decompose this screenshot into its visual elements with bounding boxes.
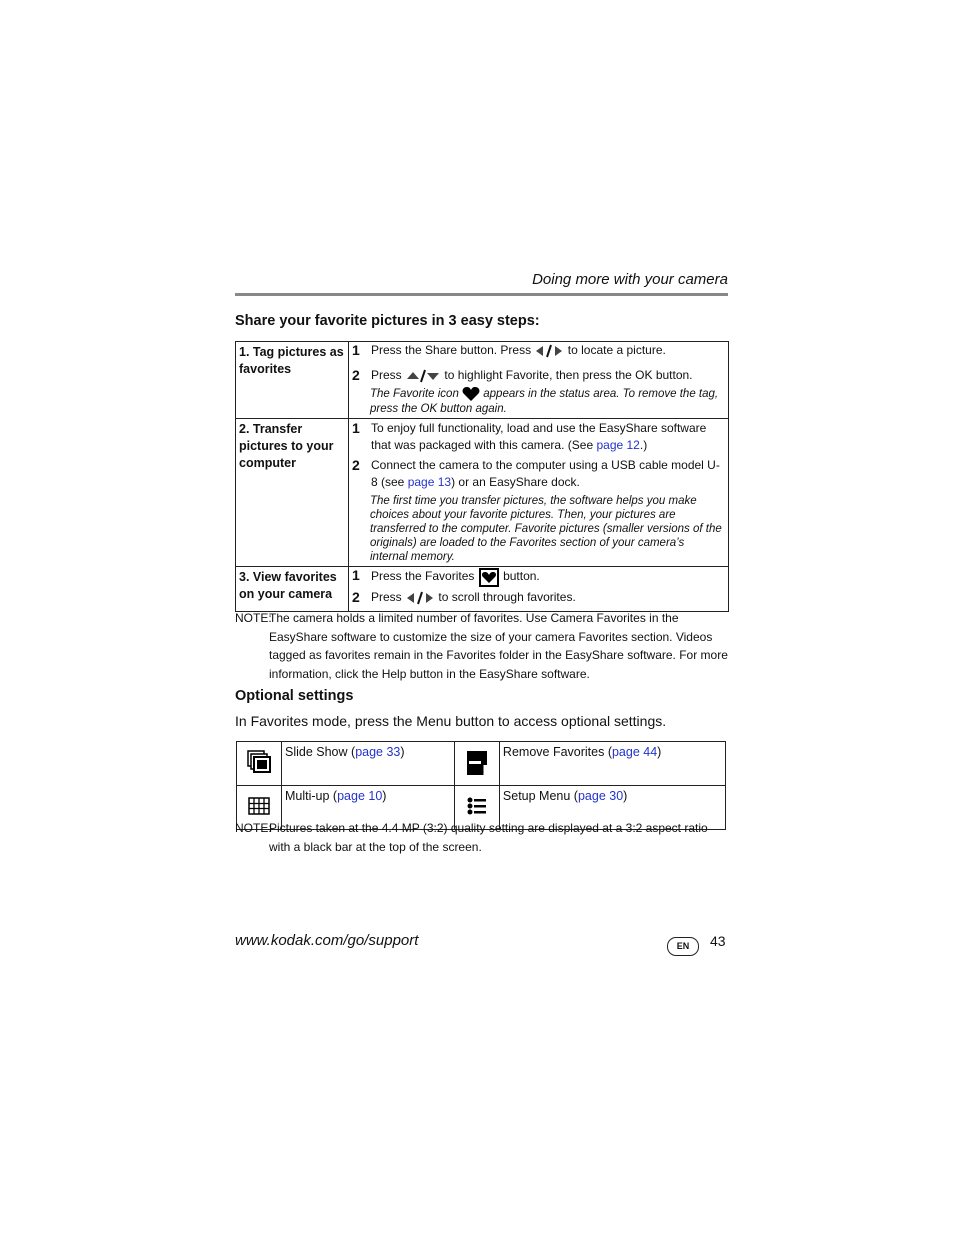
step-number: 1 xyxy=(352,567,360,583)
slideshow-icon xyxy=(245,748,273,776)
step-text: to highlight Favorite, then press the OK button. xyxy=(444,368,693,382)
step-text: button. xyxy=(503,569,540,584)
multi-up-option[interactable]: Multi-up (page 10) xyxy=(282,786,455,830)
slideshow-icon-cell xyxy=(237,742,282,786)
remove-favorites-icon-cell xyxy=(454,742,499,786)
step-label: 2. Transfer pictures to your computer xyxy=(236,419,349,567)
table-row xyxy=(236,567,729,612)
favorites-button-icon xyxy=(478,567,500,587)
remove-favorites-icon xyxy=(463,747,491,777)
note-label: NOTE: xyxy=(235,821,272,835)
step-number: 2 xyxy=(352,457,360,473)
heart-icon xyxy=(462,386,480,402)
step-text: Press xyxy=(371,368,402,382)
multi-up-grid-icon xyxy=(247,796,271,816)
step-content xyxy=(349,567,729,612)
step-text: Press xyxy=(371,590,402,604)
step-text: To enjoy full functionality, load and use the EasyShare software that was packaged with this camera. (See xyxy=(371,421,707,452)
up-down-arrows-icon xyxy=(405,368,441,384)
steps-table xyxy=(235,341,729,612)
page-link[interactable]: page 44 xyxy=(611,745,658,759)
left-right-arrows-icon xyxy=(534,343,564,359)
list-item xyxy=(349,342,728,367)
table-row xyxy=(236,419,729,567)
table-row xyxy=(237,742,726,786)
step-text: to locate a picture. xyxy=(567,343,666,357)
section-header: Doing more with your camera xyxy=(532,271,728,288)
note-text: Pictures taken at the 4.4 MP (3:2) quality setting are displayed at a 3:2 aspect ratio with a black bar at the top of the screen. xyxy=(269,821,708,854)
page-number: 43 xyxy=(710,933,726,949)
step-number: 1 xyxy=(352,420,360,436)
left-right-arrows-icon xyxy=(405,590,435,606)
step-number: 2 xyxy=(352,589,360,605)
page-link[interactable]: page 30 xyxy=(577,789,624,803)
header-rule xyxy=(235,293,728,296)
step-content xyxy=(349,419,729,567)
language-badge: EN xyxy=(667,937,699,956)
list-item xyxy=(349,367,728,386)
step-text: Press the Favorites xyxy=(371,569,475,584)
optional-settings-heading: Optional settings xyxy=(235,688,354,704)
step-note: The first time you transfer pictures, the software helps you make choices about your favorite pictures. Then, your pictures are transferred to the computer. Favorite pictures (smaller versions of the originals) are loaded to the Favorites section of your camera’s internal memory. xyxy=(370,495,722,563)
page-link[interactable]: page 10 xyxy=(337,789,383,803)
optional-settings-intro: In Favorites mode, press the Menu button to access optional settings. xyxy=(235,713,667,729)
page-link[interactable]: page 33 xyxy=(355,745,401,759)
page-link[interactable]: page 12 xyxy=(596,437,640,452)
list-item: 1 To enjoy full functionality, load and use the EasyShare software that was packaged with this camera. (See page 12.) xyxy=(352,420,707,452)
step-text: to scroll through favorites. xyxy=(438,590,576,604)
note-label: NOTE: xyxy=(235,611,272,625)
setup-menu-option[interactable]: Setup Menu (page 30) xyxy=(499,786,725,830)
footer-url[interactable]: www.kodak.com/go/support xyxy=(235,932,419,949)
remove-favorites-option[interactable]: Remove Favorites (page 44) xyxy=(499,742,725,786)
step-text: Connect the camera to the computer using a USB cable model U-8 (see xyxy=(371,458,720,489)
step-label: 3. View favorites on your camera xyxy=(236,567,349,612)
step-label: 1. Tag pictures as favorites xyxy=(236,342,349,419)
note-favorites-limit xyxy=(235,609,728,683)
step-number: 2 xyxy=(352,367,360,383)
page-link[interactable]: page 13 xyxy=(407,474,452,489)
list-item xyxy=(349,567,728,589)
list-item: 2 Connect the camera to the computer using a USB cable model U-8 (see page 13) or an EasyShare dock. xyxy=(352,457,720,489)
page-heading: Share your favorite pictures in 3 easy steps: xyxy=(235,313,540,329)
step-text: Press the Share button. Press xyxy=(371,343,532,357)
note-text: The camera holds a limited number of favorites. Use Camera Favorites in the EasyShare software to customize the size of your camera Favorites section. Videos tagged as favorites remain in the Favorites folder in the EasyShare software. For more information, click the Help button in the EasyShare software. xyxy=(269,611,728,681)
step-number: 1 xyxy=(352,342,360,358)
note-aspect-ratio xyxy=(235,819,728,856)
step-note: The Favorite icon appears in the status area. To remove the tag, press the OK button again. xyxy=(349,386,728,418)
slideshow-option[interactable]: Slide Show (page 33) xyxy=(282,742,455,786)
setup-menu-list-icon xyxy=(466,796,488,816)
table-row xyxy=(236,342,729,419)
optional-settings-table xyxy=(236,741,726,830)
list-item xyxy=(349,589,728,611)
step-content xyxy=(349,342,729,419)
